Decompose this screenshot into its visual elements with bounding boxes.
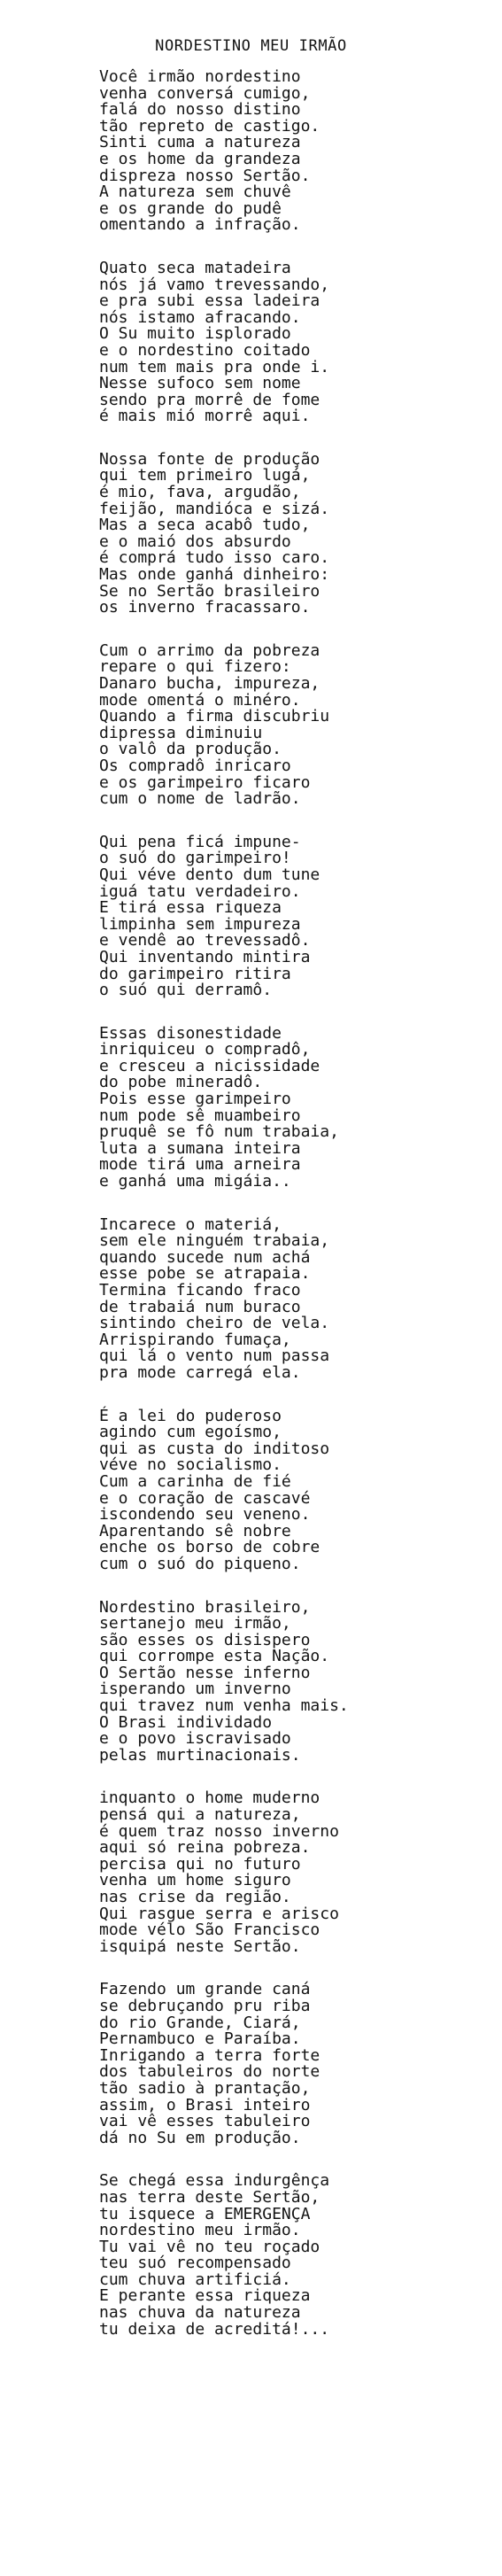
poem-line: isquipá neste Sertão. (99, 1936, 301, 1956)
poem-line: mode tirá uma arneira (99, 1155, 301, 1175)
poem-line: é quem traz nosso inverno (99, 1821, 339, 1841)
poem-line: Inrigando a terra forte (99, 2045, 321, 2065)
poem-line: Os compradô inricaro (99, 756, 291, 775)
poem-line: e os home da grandeza (99, 149, 301, 168)
poem-line: Mas a seca acabô tudo, (99, 516, 311, 535)
poem-line: Fazendo um grande caná (99, 1980, 311, 1999)
poem-line: quando sucede num achá (99, 1247, 311, 1267)
poem-line: Danaro bucha, impureza, (99, 674, 321, 693)
poem-line: qui tem primeiro lugá, (99, 466, 311, 485)
poem-line: isperando um inverno (99, 1680, 291, 1699)
poem-line: inquanto o home muderno (99, 1788, 321, 1808)
poem-line: tu isquece a EMERGENÇA (99, 2204, 311, 2223)
poem-line: qui lá o vento num passa (99, 1346, 330, 1366)
poem-line: repare o qui fizero: (99, 657, 291, 677)
poem-line: O Brasi individado (99, 1712, 273, 1732)
poem-line: Nesse sufoco sem nome (99, 374, 301, 393)
poem-line: cum o nome de ladrão. (99, 789, 301, 809)
poem-line: se debruçando pru riba (99, 1996, 311, 2015)
poem-line: num pode sê muambeiro (99, 1106, 301, 1125)
poem-line: O Su muito isplorado (99, 324, 291, 344)
poem-line: sertanejo meu irmão, (99, 1614, 291, 1633)
poem-line: Se chegá essa indurgênça (99, 2171, 330, 2191)
poem-line: e cresceu a nicissidade (99, 1056, 321, 1075)
poem-line: é mio, fava, argudão, (99, 483, 301, 502)
poem-line: dipressa diminuiu (99, 723, 263, 742)
poem-line: qui travez num venha mais. (99, 1696, 349, 1716)
poem-line: O Sertão nesse inferno (99, 1663, 311, 1682)
poem-line: Quato seca matadeira (99, 258, 291, 277)
poem-line: tão repreto de castigo. (99, 116, 321, 136)
poem-line: Aparentando sê nobre (99, 1521, 291, 1540)
stanza (99, 449, 489, 617)
poem-line: é comprá tudo isso caro. (99, 548, 330, 568)
poem-line: do garimpeiro ritira (99, 964, 291, 983)
stanza (99, 1982, 489, 2146)
poem-line: do pobe mineradô. (99, 1073, 263, 1092)
poem-line: véve no socialismo. (99, 1455, 282, 1475)
poem-line: Nossa fonte de produção (99, 449, 321, 469)
stanza (99, 1023, 489, 1191)
poem-line: são esses os disispero (99, 1630, 311, 1649)
poem-line: qui corrompe esta Nação. (99, 1647, 330, 1666)
poem-line: Cum a carinha de fié (99, 1471, 291, 1491)
poem-line: Cum o arrimo da pobreza (99, 640, 321, 660)
poem-line: Tu vai vê no teu roçado (99, 2237, 321, 2256)
poem-line: feijão, mandióca e sizá. (99, 499, 330, 518)
poem-line: dos tabuleiros do norte (99, 2062, 321, 2082)
poem-line: Você irmão nordestino (99, 67, 301, 86)
poem-line: Pois esse garimpeiro (99, 1090, 291, 1109)
stanza (99, 640, 489, 809)
poem-line: e pra subi essa ladeira (99, 291, 321, 311)
poem-line: esse pobe se atrapaia. (99, 1264, 311, 1284)
poem-line: Qui rasgue serra e arisco (99, 1904, 339, 1923)
poem-line: agindo cum egoísmo, (99, 1423, 282, 1442)
poem-line: nas chuva da natureza (99, 2303, 301, 2323)
poem-line: qui as custa do inditoso (99, 1439, 330, 1458)
poem-line: teu suó recompensado (99, 2254, 291, 2273)
poem-line: luta a sumana inteira (99, 1138, 301, 1158)
poem-line: Incarece o materiá, (99, 1214, 282, 1234)
poem-line: Arrispirando fumaça, (99, 1330, 291, 1349)
stanza (99, 1597, 489, 1765)
poem-line: assim, o Brasi inteiro (99, 2095, 311, 2114)
poem-line: num tem mais pra onde i. (99, 357, 330, 376)
poem-line: mode omentá o minéro. (99, 690, 301, 710)
poem-line: Se no Sertão brasileiro (99, 581, 321, 601)
stanza (99, 834, 489, 999)
stanza (99, 1214, 489, 1382)
poem-line: Qui pena ficá impune- (99, 832, 301, 851)
poem-line: E perante essa riqueza (99, 2286, 311, 2306)
poem-line: pruquê se fô num trabaia, (99, 1122, 339, 1142)
poem-line: É a lei do puderoso (99, 1406, 282, 1425)
poem-body (99, 69, 489, 2364)
poem-line: mode vélo São Francisco (99, 1920, 321, 1940)
poem-line: pra mode carregá ela. (99, 1362, 301, 1382)
poem-line: Termina ficando fraco (99, 1281, 301, 1300)
poem-line: iscondendo seu veneno. (99, 1505, 311, 1525)
poem-line: pelas murtinacionais. (99, 1745, 301, 1765)
poem-line: sendo pra morrê de fome (99, 390, 321, 409)
page-title: NORDESTINO MEU IRMÃO (155, 37, 347, 55)
poem-line: omentando a infração. (99, 215, 301, 235)
poem-line: aqui só reina pobreza. (99, 1838, 311, 1858)
poem-line: Quando a firma discubriu (99, 707, 330, 726)
poem-line: de trabaiá num buraco (99, 1297, 301, 1316)
poem-line: A natureza sem chuvê (99, 182, 291, 202)
poem-line: e o nordestino coitado (99, 340, 311, 360)
poem-line: cum chuva artificiá. (99, 2270, 291, 2289)
poem-line: e o coração de cascavé (99, 1488, 311, 1508)
poem-line: o valô da produção. (99, 740, 282, 759)
poem-line: nós já vamo trevessando, (99, 275, 330, 294)
poem-line: E tirá essa riqueza (99, 898, 282, 918)
poem-line: o suó do garimpeiro! (99, 849, 291, 868)
poem-line: Mas onde ganhá dinheiro: (99, 565, 330, 585)
poem-line: venha um home siguro (99, 1871, 291, 1890)
poem-line: Qui inventando mintira (99, 947, 311, 966)
poem-line: e o povo iscravisado (99, 1729, 291, 1749)
poem-line: sem ele ninguém trabaia, (99, 1231, 330, 1251)
poem-line: e o maió dos absurdo (99, 531, 291, 551)
stanza (99, 69, 489, 234)
poem-line: falá do nosso distino (99, 100, 301, 120)
poem-line: e ganhá uma migáia.. (99, 1172, 291, 1191)
poem-line: é mais mió morrê aqui. (99, 407, 311, 426)
poem-line: pensá qui a natureza, (99, 1805, 301, 1825)
poem-line: do rio Grande, Ciará, (99, 2013, 301, 2032)
poem-line: venha conversá cumigo, (99, 83, 311, 103)
poem-line: nós istamo afracando. (99, 307, 301, 327)
poem-line: inriquiceu o compradô, (99, 1040, 311, 1059)
poem-line: e vendê ao trevessadô. (99, 931, 311, 950)
poem-line: e os grande do pudê (99, 198, 282, 218)
stanza (99, 1790, 489, 1955)
poem-line: iguá tatu verdadeiro. (99, 881, 301, 901)
poem-line: os inverno fracassaro. (99, 598, 311, 617)
poem-line: Essas disonestidade (99, 1023, 282, 1043)
stanza (99, 260, 489, 425)
poem-line: Pernambuco e Paraíba. (99, 2029, 301, 2049)
poem-line: nas crise da região. (99, 1888, 291, 1906)
poem-line: Qui véve dento dum tune (99, 865, 321, 884)
poem-line: Sinti cuma a natureza (99, 133, 301, 152)
poem-line: tão sadio à prantação, (99, 2078, 311, 2098)
poem-line: sintindo cheiro de vela. (99, 1314, 330, 1333)
poem-line: nordestino meu irmão. (99, 2221, 301, 2240)
poem-line: cum o suó do piqueno. (99, 1554, 301, 1573)
poem-line: dispreza nosso Sertão. (99, 166, 311, 185)
poem-line: vai vê esses tabuleiro (99, 2112, 311, 2131)
poem-line: dá no Su em produção. (99, 2128, 301, 2147)
poem-line: enche os borso de cobre (99, 1538, 321, 1557)
stanza (99, 2173, 489, 2338)
poem-line: Nordestino brasileiro, (99, 1597, 311, 1617)
stanza (99, 1408, 489, 1573)
poem-line: limpinha sem impureza (99, 914, 301, 934)
poem-line: nas terra deste Sertão, (99, 2187, 321, 2207)
poem-line: percisa qui no futuro (99, 1854, 301, 1874)
poem-line: tu deixa de acreditá!... (99, 2319, 330, 2339)
poem-line: e os garimpeiro ficaro (99, 772, 311, 792)
poem-line: o suó qui derramô. (99, 981, 273, 1000)
